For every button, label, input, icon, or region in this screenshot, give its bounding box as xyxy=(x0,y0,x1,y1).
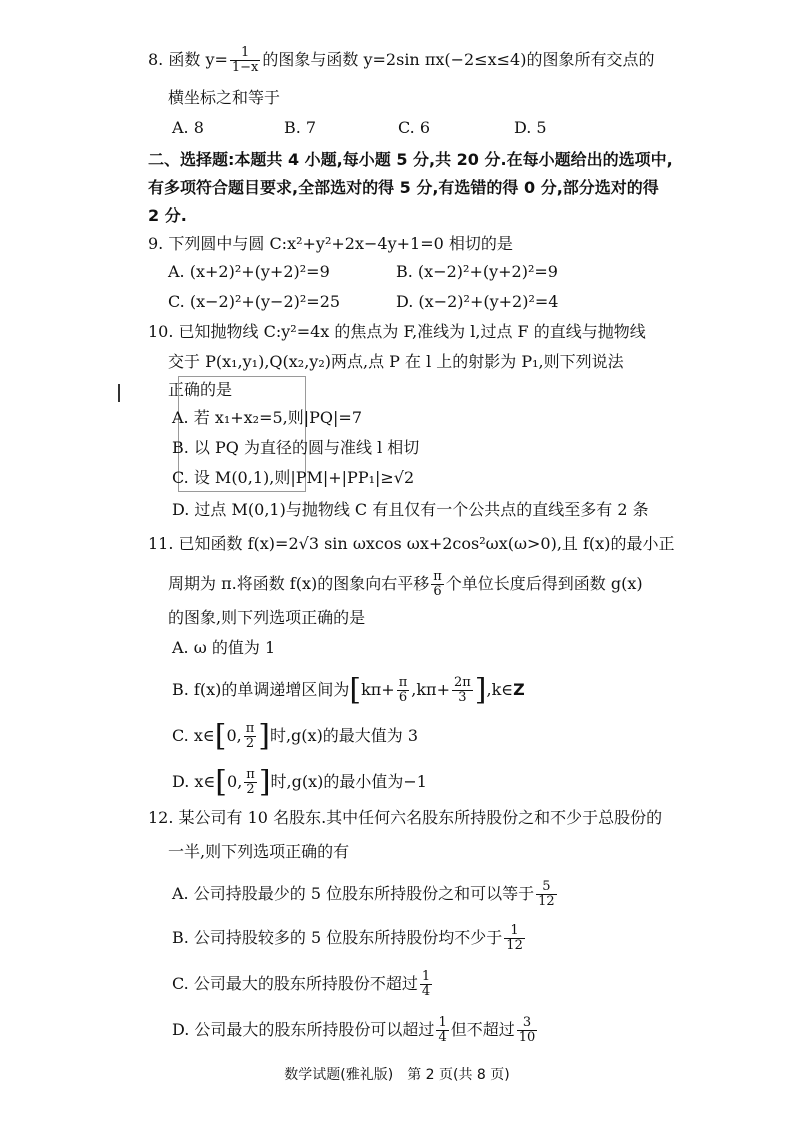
q12-stem-line1: 12. 某公司有 10 名股东.其中任何六名股东所持股份之和不少于总股份的 xyxy=(148,808,663,827)
q8-stem-line1 xyxy=(148,46,654,75)
left-bracket-icon: [ xyxy=(214,718,227,754)
q11-stem-line1: 11. 已知函数 f(x)=2√3 sin ωxcos ωx+2cos²ωx(ω>0),且 f(x)的最小正 xyxy=(148,534,675,553)
q11-optd-left: 0, xyxy=(227,772,243,791)
q10-stem-line1: 10. 已知抛物线 C:y²=4x 的焦点为 F,准线为 l,过点 F 的直线与抛物线 xyxy=(148,322,646,341)
q11-optb-frac1-den: 6 xyxy=(398,690,408,705)
q8-fraction xyxy=(230,46,261,75)
q12-opta-frac xyxy=(536,880,557,909)
q11-optc-frac-num: π xyxy=(245,721,255,736)
q10-option-a: A. 若 x₁+x₂=5,则|PQ|=7 xyxy=(172,408,363,427)
scan-artifact-mark xyxy=(118,384,120,402)
section2-heading-line2: 有多项符合题目要求,全部选对的得 5 分,有选错的得 0 分,部分选对的得 xyxy=(148,178,659,197)
q8-option-b: B. 7 xyxy=(284,118,317,137)
q11-optb-post: ,k∈ xyxy=(486,680,514,699)
q11-optc-frac-den: 2 xyxy=(245,736,255,751)
q10-stem-line2: 交于 P(x₁,y₁),Q(x₂,y₂)两点,点 P 在 l 上的射影为 P₁,则下列说法 xyxy=(168,352,624,371)
q11-shift-num: π xyxy=(433,569,442,584)
q12-option-b xyxy=(172,924,527,953)
q12-optd-num2: 3 xyxy=(517,1016,538,1031)
q10-option-d: D. 过点 M(0,1)与抛物线 C 有且仅有一个公共点的直线至多有 2 条 xyxy=(172,500,649,519)
q11-optd-post: 时,g(x)的最小值为−1 xyxy=(270,772,427,791)
q11-option-c xyxy=(172,718,419,754)
q11-optc-left: 0, xyxy=(226,726,242,745)
q11-option-d xyxy=(172,764,427,800)
q9-option-d: D. (x−2)²+(y+2)²=4 xyxy=(396,292,559,311)
q12-optb-num: 1 xyxy=(504,924,525,939)
q12-optb-text: B. 公司持股较多的 5 位股东所持股份均不少于 xyxy=(172,928,503,947)
q8-stem-post: 的图象与函数 y=2sin πx(−2≤x≤4)的图象所有交点的 xyxy=(262,50,655,69)
q11-stem-line3: 的图象,则下列选项正确的是 xyxy=(168,608,366,627)
q12-optc-text: C. 公司最大的股东所持股份不超过 xyxy=(172,974,418,993)
q9-option-a: A. (x+2)²+(y+2)²=9 xyxy=(168,262,330,281)
q12-option-d xyxy=(172,1016,539,1045)
left-bracket-icon: [ xyxy=(349,672,362,708)
q11-optc-frac xyxy=(244,722,257,751)
q11-optb-frac2 xyxy=(452,676,473,705)
q8-option-a: A. 8 xyxy=(172,118,204,137)
q11-optc-pre: C. x∈ xyxy=(172,726,215,745)
q11-optb-mid: ,kπ+ xyxy=(411,680,450,699)
q10-option-c: C. 设 M(0,1),则|PM|+|PP₁|≥√2 xyxy=(172,468,415,487)
q11-optd-frac-den: 2 xyxy=(246,782,255,797)
q8-frac-den: 1−x xyxy=(231,60,259,75)
q12-opta-den: 12 xyxy=(538,894,555,909)
q12-opta-num: 5 xyxy=(536,880,557,895)
q12-optd-frac1 xyxy=(436,1016,448,1045)
right-bracket-icon: ] xyxy=(258,718,270,754)
right-bracket-icon: ] xyxy=(258,764,271,800)
q10-option-b: B. 以 PQ 为直径的圆与准线 l 相切 xyxy=(172,438,420,457)
q12-optc-den: 4 xyxy=(421,984,431,999)
q9-option-b: B. (x−2)²+(y+2)²=9 xyxy=(396,262,558,281)
q12-optb-den: 12 xyxy=(506,938,523,953)
q11-optb-frac2-den: 3 xyxy=(458,690,467,705)
q12-opta-text: A. 公司持股最少的 5 位股东所持股份之和可以等于 xyxy=(172,884,535,903)
q9-option-c: C. (x−2)²+(y−2)²=25 xyxy=(168,292,341,311)
q12-option-a xyxy=(172,880,559,909)
section2-heading-line1: 二、选择题:本题共 4 小题,每小题 5 分,共 20 分.在每小题给出的选项中, xyxy=(148,150,673,169)
q11-optd-frac-num: π xyxy=(246,767,255,782)
q12-optd-num1: 1 xyxy=(438,1015,447,1030)
q11-optc-post: 时,g(x)的最大值为 3 xyxy=(269,726,419,745)
q11-optd-pre: D. x∈ xyxy=(172,772,216,791)
q11-option-a: A. ω 的值为 1 xyxy=(172,638,276,657)
q11-option-b xyxy=(172,672,525,708)
q8-stem-line2: 横坐标之和等于 xyxy=(168,88,281,107)
q12-optc-num: 1 xyxy=(421,969,431,984)
q8-option-d: D. 5 xyxy=(514,118,547,137)
q11-line2-post: 个单位长度后得到函数 g(x) xyxy=(445,574,643,593)
q12-optd-den2: 10 xyxy=(518,1030,536,1045)
q11-optd-frac xyxy=(244,768,257,797)
q12-optd-text2: 但不超过 xyxy=(450,1020,515,1039)
right-bracket-icon: ] xyxy=(474,672,487,708)
q12-optd-den1: 4 xyxy=(438,1030,447,1045)
section2-heading-line3: 2 分. xyxy=(148,206,187,225)
q11-optb-pre: B. f(x)的单调递增区间为 xyxy=(172,680,350,699)
q12-stem-line2: 一半,则下列选项正确的有 xyxy=(168,842,350,861)
q11-optb-frac1 xyxy=(397,676,410,705)
left-bracket-icon: [ xyxy=(215,764,228,800)
page-footer: 数学试题(雅礼版) 第 2 页(共 8 页) xyxy=(284,1067,510,1083)
q11-shift-fraction xyxy=(431,570,444,599)
q11-optb-set: Z xyxy=(513,680,525,699)
q10-stem-line3: 正确的是 xyxy=(168,380,233,399)
q11-optb-frac2-num: 2π xyxy=(453,675,471,690)
q12-optd-frac2 xyxy=(517,1016,538,1045)
q12-optc-frac xyxy=(420,970,432,999)
q12-optd-text1: D. 公司最大的股东所持股份可以超过 xyxy=(172,1020,435,1039)
q8-frac-num: 1 xyxy=(230,46,261,61)
q11-optb-left: kπ+ xyxy=(361,680,395,699)
q11-shift-den: 6 xyxy=(433,584,442,599)
q12-optb-frac xyxy=(504,924,525,953)
q8-stem-pre: 8. 函数 y= xyxy=(148,50,228,69)
q8-option-c: C. 6 xyxy=(398,118,431,137)
q11-line2-pre: 周期为 π.将函数 f(x)的图象向右平移 xyxy=(168,574,430,593)
q11-stem-line2 xyxy=(168,570,643,599)
q11-optb-frac1-num: π xyxy=(398,675,408,690)
q9-stem: 9. 下列圆中与圆 C:x²+y²+2x−4y+1=0 相切的是 xyxy=(148,234,513,253)
q12-option-c xyxy=(172,970,434,999)
